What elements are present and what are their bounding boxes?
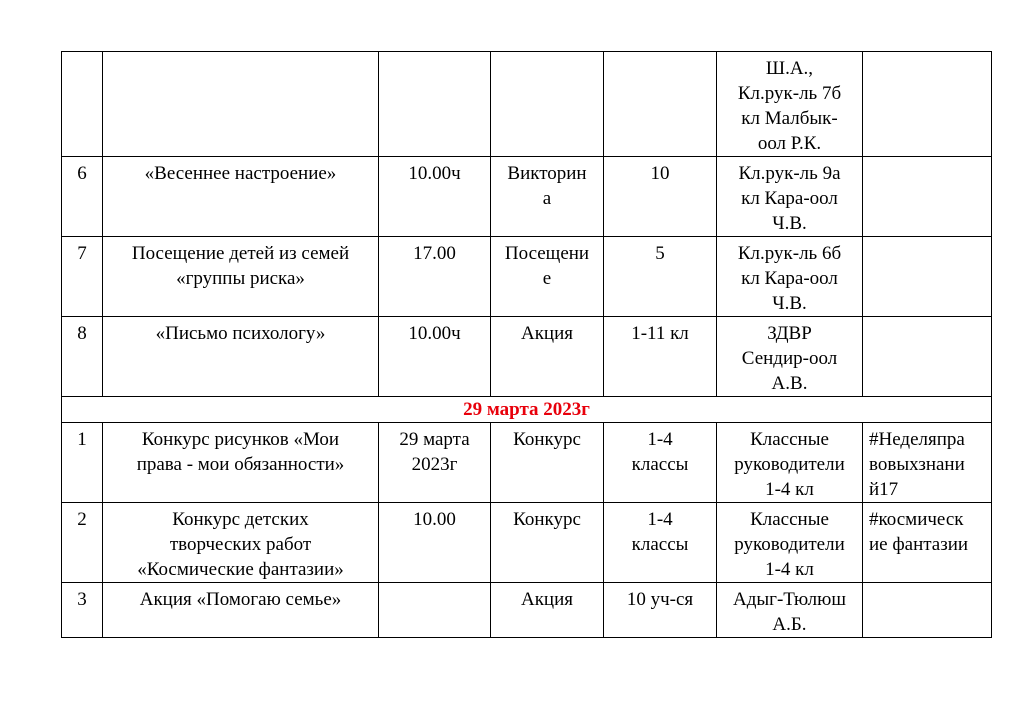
cell-tags: [863, 317, 992, 397]
cell-number: 7: [62, 237, 103, 317]
cell-time: [379, 52, 491, 157]
cell-responsible: ЗДВР Сендир-оол А.В.: [717, 317, 863, 397]
cell-participants: 1-4 классы: [604, 423, 717, 503]
cell-event-name: Посещение детей из семей «группы риска»: [103, 237, 379, 317]
cell-participants: 10: [604, 157, 717, 237]
table-row: [62, 52, 992, 157]
cell-number: 3: [62, 583, 103, 638]
cell-participants: [604, 52, 717, 157]
date-header-row: [62, 397, 992, 423]
cell-form: Конкурс: [491, 503, 604, 583]
cell-form: [491, 52, 604, 157]
cell-tags: [863, 237, 992, 317]
cell-number: 1: [62, 423, 103, 503]
cell-participants: 1-4 классы: [604, 503, 717, 583]
cell-responsible: Классные руководители 1-4 кл: [717, 503, 863, 583]
cell-time: 29 марта 2023г: [379, 423, 491, 503]
event-schedule-table: [61, 51, 992, 638]
date-header-cell: [62, 397, 992, 423]
cell-time: 10.00: [379, 503, 491, 583]
cell-form: Посещени е: [491, 237, 604, 317]
cell-responsible: Классные руководители 1-4 кл: [717, 423, 863, 503]
date-header: 29 марта 2023г: [463, 399, 590, 420]
table-row: [62, 237, 992, 317]
cell-responsible: Кл.рук-ль 6б кл Кара-оол Ч.В.: [717, 237, 863, 317]
cell-form: Викторин а: [491, 157, 604, 237]
cell-event-name: «Письмо психологу»: [103, 317, 379, 397]
cell-tags: [863, 157, 992, 237]
table-row: [62, 157, 992, 237]
cell-responsible: Адыг-Тюлюш А.Б.: [717, 583, 863, 638]
cell-time: 10.00ч: [379, 157, 491, 237]
table-row: [62, 583, 992, 638]
cell-tags: #космическ ие фантазии: [863, 503, 992, 583]
cell-number: 6: [62, 157, 103, 237]
table-row: [62, 317, 992, 397]
cell-participants: 1-11 кл: [604, 317, 717, 397]
cell-time: 10.00ч: [379, 317, 491, 397]
cell-form: Акция: [491, 317, 604, 397]
cell-time: 17.00: [379, 237, 491, 317]
cell-number: 8: [62, 317, 103, 397]
cell-form: Конкурс: [491, 423, 604, 503]
cell-event-name: Акция «Помогаю семье»: [103, 583, 379, 638]
cell-tags: [863, 52, 992, 157]
cell-time: [379, 583, 491, 638]
cell-responsible: Кл.рук-ль 9а кл Кара-оол Ч.В.: [717, 157, 863, 237]
table-row: [62, 423, 992, 503]
cell-tags: [863, 583, 992, 638]
table-row: [62, 503, 992, 583]
cell-form: Акция: [491, 583, 604, 638]
cell-number: 2: [62, 503, 103, 583]
cell-event-name: Конкурс детских творческих работ «Космические фантазии»: [103, 503, 379, 583]
cell-participants: 5: [604, 237, 717, 317]
cell-number: [62, 52, 103, 157]
cell-event-name: «Весеннее настроение»: [103, 157, 379, 237]
cell-responsible: Ш.А., Кл.рук-ль 7б кл Малбык- оол Р.К.: [717, 52, 863, 157]
cell-event-name: Конкурс рисунков «Мои права - мои обязанности»: [103, 423, 379, 503]
cell-participants: 10 уч-ся: [604, 583, 717, 638]
cell-event-name: [103, 52, 379, 157]
cell-tags: #Неделяпра вовыхзнани й17: [863, 423, 992, 503]
